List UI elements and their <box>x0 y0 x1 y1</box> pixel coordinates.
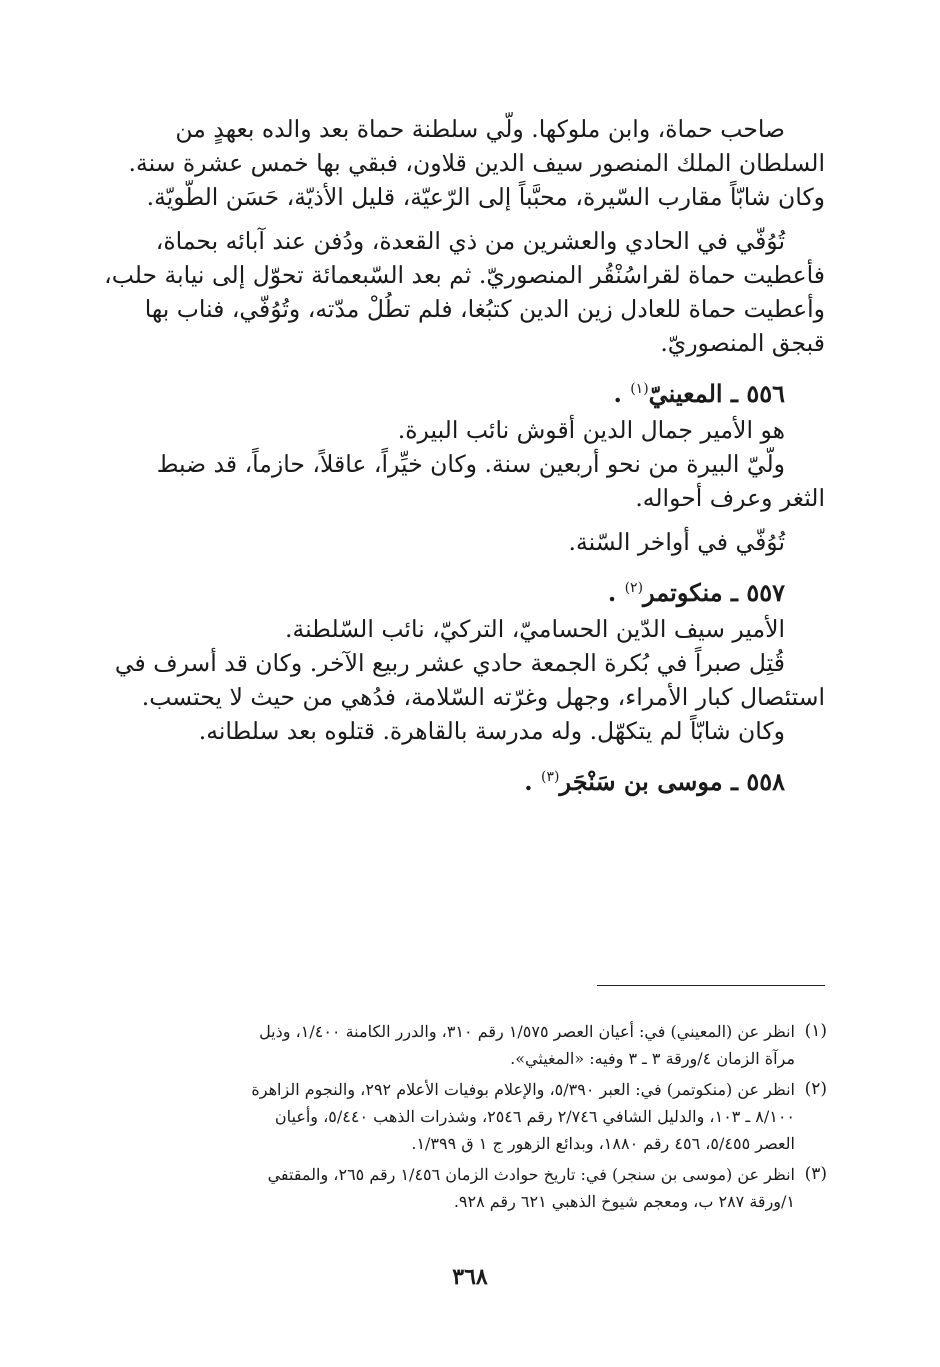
text-line: استئصال كبار الأمراء، وجهل وغرّته السّلامة، فدُهي من حيث لا يحتسب. <box>141 683 825 711</box>
footnote-3 <box>100 1161 827 1215</box>
text-line: ولّيّ البيرة من نحو أربعين سنة. وكان خيِّراً، عاقلاً، حازماً، قد ضبط <box>156 450 785 478</box>
text-line: الثغر وعرف أحواله. <box>635 484 825 512</box>
paragraph-1 <box>100 112 825 214</box>
text-line: وكان شابّاً مقارب السّيرة، محبَّباً إلى الرّعيّة، قليل الأذيّة، حَسَن الطّويّة. <box>146 183 825 211</box>
footnote-line: انظر عن (المعيني) في: أعيان العصر ١/٥٧٥ رقم ٣١٠، والدرر الكامنة ١/٤٠٠، وذيل <box>259 1022 795 1041</box>
footnote-ref[interactable]: (٣) <box>541 769 560 785</box>
footnote-number: (٣) <box>804 1164 827 1184</box>
text-line: قُتِل صبراً في بُكرة الجمعة حادي عشر ربيع الآخر. وكان قد أسرف في <box>114 649 785 677</box>
footnote-line: ٨/١٠٠ ـ ١٠٣، والدليل الشافي ٢/٧٤٦ رقم ٢٥٤٦، وشذرات الذهب ٥/٤٤٠، وأعيان <box>274 1107 795 1126</box>
footnote-line: مرآة الزمان ٤/ورقة ٣ ـ ٣ وفيه: «المغيثي». <box>510 1049 795 1068</box>
footnote-line: ١/ورقة ٢٨٧ ب، ومعجم شيوخ الذهبي ٦٢١ رقم ٩٢٨. <box>453 1192 795 1211</box>
entry-title-text: ٥٥٦ ـ المعينيّ <box>648 379 785 408</box>
paragraph-2 <box>100 224 825 360</box>
footnote-2 <box>100 1076 827 1157</box>
entry-title-text: ٥٥٨ ـ موسى بن سَنْجَر <box>559 767 785 796</box>
text-line: تُوُفّي في أواخر السّنة. <box>568 528 785 556</box>
text-line: فأعطيت حماة لقراسُنْقُر المنصوريّ. ثم بعد السّبعمائة تحوّل إلى نيابة حلب، <box>104 261 825 289</box>
text-line: السلطان الملك المنصور سيف الدين قلاون، فبقي بها خمس عشرة سنة. <box>128 149 825 177</box>
text-line: الأمير سيف الدّين الحساميّ، التركيّ، نائب السّلطنة. <box>285 615 785 643</box>
footnote-line: انظر عن (موسى بن سنجر) في: تاريخ حوادث الزمان ١/٤٥٦ رقم ٢٦٥، والمقتفي <box>267 1165 795 1184</box>
text-line: صاحب حماة، وابن ملوكها. ولّي سلطنة حماة بعد والده بعهدٍ من <box>175 115 785 143</box>
footnote-line: انظر عن (منكوتمر) في: العبر ٥/٣٩٠، والإعلام بوفيات الأعلام ٢٩٢، والنجوم الزاهرة <box>251 1080 795 1099</box>
footnote-divider <box>597 985 825 986</box>
page-number: ٣٦٨ <box>452 1264 488 1290</box>
text-line: وكان شابّاً لم يتكهّل. وله مدرسة بالقاهرة. قتلوه بعد سلطانه. <box>198 717 785 745</box>
footnote-ref[interactable]: (١) <box>630 381 649 397</box>
entry-557-title: ٥٥٧ ـ منكوتمر$^{(٢)}$ . <box>607 578 785 607</box>
footnotes <box>100 1018 827 1219</box>
entry-558-title: ٥٥٨ ـ موسى بن سَنْجَر$^{(٣)}$ . <box>524 767 785 796</box>
text-line: قبجق المنصوريّ. <box>660 329 825 357</box>
footnote-number: (٢) <box>804 1079 827 1099</box>
footnote-number: (١) <box>804 1021 827 1041</box>
entry-title-text: ٥٥٧ ـ منكوتمر <box>643 578 785 607</box>
text-line: وأعطيت حماة للعادل زين الدين كتبُغا، فلم تطُلْ مدّته، وتُوُفّي، فناب بها <box>144 295 825 323</box>
text-line: تُوُفّي في الحادي والعشرين من ذي القعدة، ودُفن عند آبائه بحماة، <box>155 227 785 255</box>
footnote-1 <box>100 1018 827 1072</box>
main-text <box>100 112 825 801</box>
footnote-line: العصر ٥/٤٥٥، ٤٥٦ رقم ١٨٨٠، وبدائع الزهور ج ١ ق ١/٣٩٩. <box>411 1134 795 1153</box>
entry-556-title: ٥٥٦ ـ المعينيّ$^{(١)}$ . <box>613 379 785 408</box>
text-line: هو الأمير جمال الدين أقوش نائب البيرة. <box>397 416 785 444</box>
footnote-ref[interactable]: (٢) <box>624 580 644 596</box>
